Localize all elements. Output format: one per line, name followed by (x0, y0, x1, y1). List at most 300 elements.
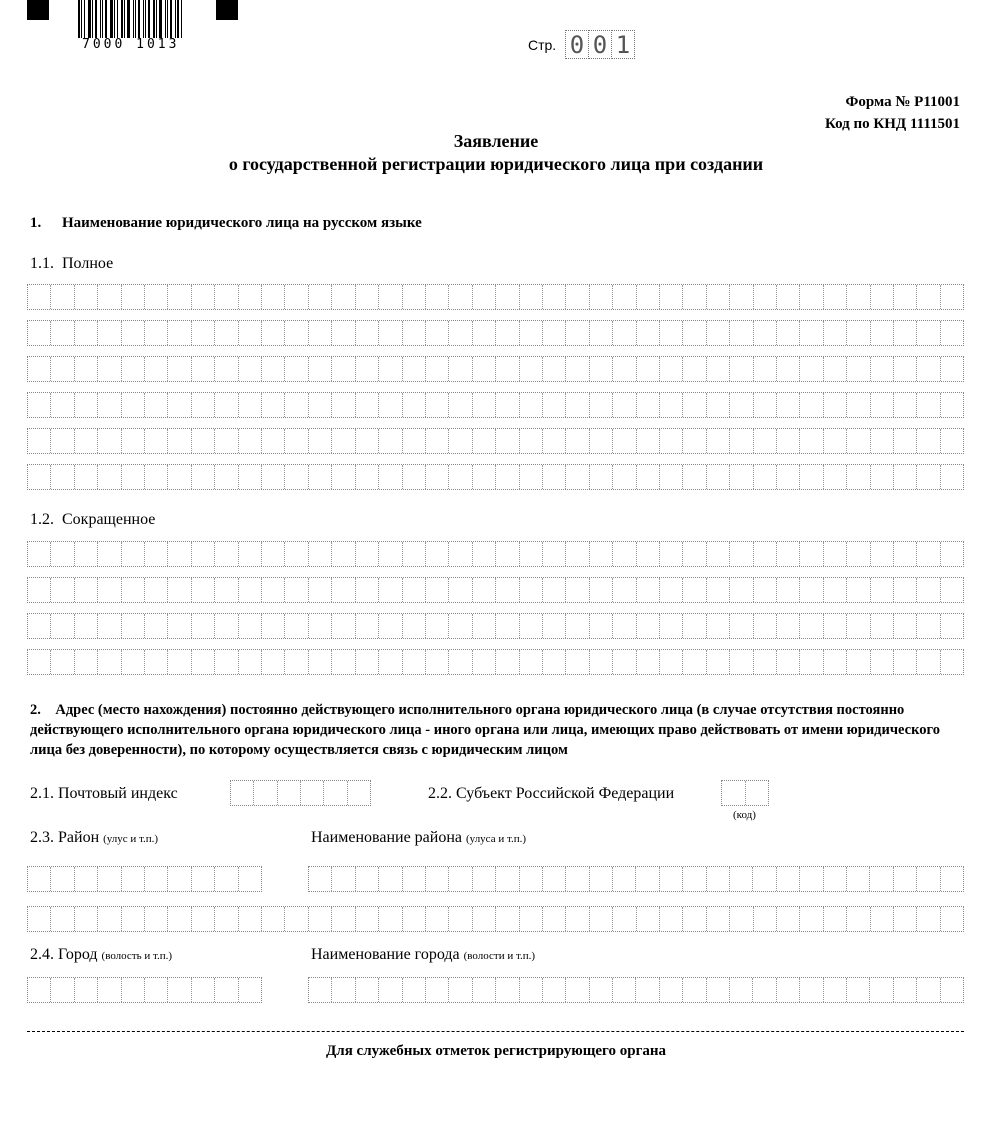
char-cell[interactable] (636, 978, 659, 1002)
char-cell[interactable] (192, 321, 215, 345)
district-type-input[interactable] (27, 866, 262, 892)
char-cell[interactable] (613, 465, 636, 489)
char-cell[interactable] (192, 867, 215, 891)
region-code-input[interactable] (721, 780, 769, 806)
char-cell[interactable] (75, 465, 98, 489)
char-cell[interactable] (637, 465, 660, 489)
char-cell[interactable] (613, 978, 636, 1002)
char-cell[interactable] (145, 285, 168, 309)
char-cell[interactable] (683, 321, 706, 345)
char-cell[interactable] (520, 465, 543, 489)
char-cell[interactable] (847, 650, 870, 674)
char-cell[interactable] (356, 578, 379, 602)
char-cell[interactable] (145, 321, 168, 345)
char-cell[interactable] (566, 978, 589, 1002)
char-cell[interactable] (800, 357, 823, 381)
char-cell[interactable] (870, 867, 893, 891)
char-cell[interactable] (824, 429, 847, 453)
char-cell[interactable] (707, 465, 730, 489)
char-cell[interactable] (239, 614, 262, 638)
char-cell[interactable] (473, 650, 496, 674)
char-cell[interactable] (543, 650, 566, 674)
char-cell[interactable] (356, 867, 379, 891)
char-cell[interactable] (660, 867, 683, 891)
char-cell[interactable] (683, 907, 706, 931)
char-cell[interactable] (262, 614, 285, 638)
char-cell[interactable] (543, 285, 566, 309)
char-cell[interactable] (496, 650, 519, 674)
char-cell[interactable] (941, 542, 963, 566)
char-cell[interactable] (239, 650, 262, 674)
full-name-row-4[interactable] (27, 392, 964, 418)
char-cell[interactable] (239, 285, 262, 309)
char-cell[interactable] (707, 321, 730, 345)
char-cell[interactable] (824, 907, 847, 931)
char-cell[interactable] (239, 867, 261, 891)
postal-code-input[interactable] (230, 780, 371, 806)
char-cell[interactable] (847, 614, 870, 638)
char-cell[interactable] (168, 465, 191, 489)
char-cell[interactable] (683, 578, 706, 602)
char-cell[interactable] (637, 578, 660, 602)
char-cell[interactable] (590, 542, 613, 566)
char-cell[interactable] (262, 578, 285, 602)
char-cell[interactable] (590, 285, 613, 309)
char-cell[interactable] (871, 285, 894, 309)
char-cell[interactable] (730, 429, 753, 453)
char-cell[interactable] (98, 578, 121, 602)
char-cell[interactable] (449, 285, 472, 309)
char-cell[interactable] (332, 321, 355, 345)
char-cell[interactable] (426, 393, 449, 417)
char-cell[interactable] (777, 650, 800, 674)
char-cell[interactable] (800, 978, 823, 1002)
char-cell[interactable] (426, 429, 449, 453)
char-cell[interactable] (239, 542, 262, 566)
char-cell[interactable] (145, 465, 168, 489)
short-name-row-1[interactable] (27, 541, 964, 567)
char-cell[interactable] (285, 907, 308, 931)
char-cell[interactable] (75, 978, 98, 1002)
char-cell[interactable] (847, 542, 870, 566)
char-cell[interactable] (543, 465, 566, 489)
char-cell[interactable] (473, 465, 496, 489)
char-cell[interactable] (379, 650, 402, 674)
char-cell[interactable] (941, 465, 963, 489)
char-cell[interactable] (871, 357, 894, 381)
char-cell[interactable] (356, 465, 379, 489)
char-cell[interactable] (613, 285, 636, 309)
char-cell[interactable] (590, 867, 613, 891)
char-cell[interactable] (51, 614, 74, 638)
char-cell[interactable] (215, 465, 238, 489)
char-cell[interactable] (192, 357, 215, 381)
char-cell[interactable] (449, 542, 472, 566)
char-cell[interactable] (917, 357, 940, 381)
char-cell[interactable] (496, 285, 519, 309)
char-cell[interactable] (332, 614, 355, 638)
char-cell[interactable] (566, 285, 589, 309)
char-cell[interactable] (520, 429, 543, 453)
char-cell[interactable] (122, 465, 145, 489)
char-cell[interactable] (98, 907, 121, 931)
char-cell[interactable] (332, 907, 355, 931)
char-cell[interactable] (894, 429, 917, 453)
char-cell[interactable] (379, 907, 402, 931)
char-cell[interactable] (707, 578, 730, 602)
char-cell[interactable] (917, 867, 940, 891)
char-cell[interactable] (707, 357, 730, 381)
char-cell[interactable] (215, 321, 238, 345)
char-cell[interactable] (566, 429, 589, 453)
char-cell[interactable] (613, 357, 636, 381)
char-cell[interactable] (917, 614, 940, 638)
char-cell[interactable] (51, 542, 74, 566)
char-cell[interactable] (309, 542, 332, 566)
char-cell[interactable] (403, 578, 426, 602)
char-cell[interactable] (871, 393, 894, 417)
district-name-input-row-2[interactable] (27, 906, 964, 932)
char-cell[interactable] (660, 907, 683, 931)
char-cell[interactable] (660, 542, 683, 566)
char-cell[interactable] (379, 542, 402, 566)
char-cell[interactable] (75, 393, 98, 417)
char-cell[interactable] (426, 578, 449, 602)
char-cell[interactable] (285, 429, 308, 453)
char-cell[interactable] (356, 357, 379, 381)
char-cell[interactable] (239, 357, 262, 381)
char-cell[interactable] (496, 429, 519, 453)
char-cell[interactable] (449, 650, 472, 674)
char-cell[interactable] (824, 978, 847, 1002)
char-cell[interactable] (496, 907, 519, 931)
char-cell[interactable] (636, 867, 659, 891)
char-cell[interactable] (426, 465, 449, 489)
char-cell[interactable] (894, 542, 917, 566)
char-cell[interactable] (520, 357, 543, 381)
char-cell[interactable] (566, 393, 589, 417)
char-cell[interactable] (566, 465, 589, 489)
char-cell[interactable] (496, 465, 519, 489)
char-cell[interactable] (520, 321, 543, 345)
char-cell[interactable] (707, 650, 730, 674)
char-cell[interactable] (309, 614, 332, 638)
char-cell[interactable] (215, 614, 238, 638)
char-cell[interactable] (285, 650, 308, 674)
char-cell[interactable] (332, 867, 355, 891)
char-cell[interactable] (215, 285, 238, 309)
char-cell[interactable] (473, 321, 496, 345)
char-cell[interactable] (941, 429, 963, 453)
char-cell[interactable] (332, 429, 355, 453)
char-cell[interactable] (613, 867, 636, 891)
char-cell[interactable] (800, 321, 823, 345)
char-cell[interactable] (403, 614, 426, 638)
char-cell[interactable] (566, 578, 589, 602)
char-cell[interactable] (660, 321, 683, 345)
char-cell[interactable] (473, 393, 496, 417)
char-cell[interactable] (309, 357, 332, 381)
char-cell[interactable] (215, 650, 238, 674)
char-cell[interactable] (145, 578, 168, 602)
char-cell[interactable] (168, 357, 191, 381)
char-cell[interactable] (145, 650, 168, 674)
char-cell[interactable] (285, 614, 308, 638)
char-cell[interactable] (894, 650, 917, 674)
char-cell[interactable] (356, 542, 379, 566)
char-cell[interactable] (473, 614, 496, 638)
char-cell[interactable] (520, 578, 543, 602)
char-cell[interactable] (824, 393, 847, 417)
char-cell[interactable] (800, 542, 823, 566)
char-cell[interactable] (51, 578, 74, 602)
char-cell[interactable] (403, 393, 426, 417)
char-cell[interactable] (894, 907, 917, 931)
char-cell[interactable] (51, 650, 74, 674)
char-cell[interactable] (800, 614, 823, 638)
char-cell[interactable] (98, 285, 121, 309)
char-cell[interactable] (379, 465, 402, 489)
char-cell[interactable] (496, 542, 519, 566)
char-cell[interactable] (285, 465, 308, 489)
short-name-row-3[interactable] (27, 613, 964, 639)
char-cell[interactable] (613, 542, 636, 566)
char-cell[interactable] (215, 867, 238, 891)
char-cell[interactable] (753, 978, 776, 1002)
char-cell[interactable] (730, 542, 753, 566)
char-cell[interactable] (51, 357, 74, 381)
char-cell[interactable] (746, 781, 769, 805)
char-cell[interactable] (403, 357, 426, 381)
char-cell[interactable] (683, 465, 706, 489)
char-cell[interactable] (660, 978, 683, 1002)
char-cell[interactable] (449, 357, 472, 381)
char-cell[interactable] (722, 781, 746, 805)
char-cell[interactable] (496, 393, 519, 417)
char-cell[interactable] (332, 650, 355, 674)
char-cell[interactable] (28, 429, 51, 453)
char-cell[interactable] (871, 429, 894, 453)
char-cell[interactable] (309, 978, 332, 1002)
char-cell[interactable] (800, 650, 823, 674)
char-cell[interactable] (566, 650, 589, 674)
full-name-row-1[interactable] (27, 284, 964, 310)
char-cell[interactable] (239, 907, 262, 931)
char-cell[interactable] (707, 429, 730, 453)
char-cell[interactable] (449, 429, 472, 453)
char-cell[interactable] (449, 465, 472, 489)
char-cell[interactable] (847, 393, 870, 417)
char-cell[interactable] (683, 650, 706, 674)
char-cell[interactable] (824, 465, 847, 489)
char-cell[interactable] (28, 285, 51, 309)
char-cell[interactable] (660, 465, 683, 489)
char-cell[interactable] (122, 357, 145, 381)
char-cell[interactable] (847, 321, 870, 345)
full-name-row-6[interactable] (27, 464, 964, 490)
char-cell[interactable] (566, 321, 589, 345)
char-cell[interactable] (215, 393, 238, 417)
char-cell[interactable] (753, 867, 776, 891)
char-cell[interactable] (473, 285, 496, 309)
char-cell[interactable] (28, 542, 51, 566)
char-cell[interactable] (332, 357, 355, 381)
char-cell[interactable] (590, 907, 613, 931)
char-cell[interactable] (324, 781, 347, 805)
char-cell[interactable] (215, 542, 238, 566)
char-cell[interactable] (426, 285, 449, 309)
char-cell[interactable] (683, 978, 706, 1002)
char-cell[interactable] (730, 867, 753, 891)
char-cell[interactable] (379, 578, 402, 602)
char-cell[interactable] (449, 978, 472, 1002)
char-cell[interactable] (75, 285, 98, 309)
char-cell[interactable] (871, 650, 894, 674)
char-cell[interactable] (660, 614, 683, 638)
char-cell[interactable] (894, 357, 917, 381)
char-cell[interactable] (379, 357, 402, 381)
char-cell[interactable] (590, 614, 613, 638)
char-cell[interactable] (332, 978, 355, 1002)
char-cell[interactable] (239, 429, 262, 453)
char-cell[interactable] (332, 465, 355, 489)
char-cell[interactable] (168, 867, 191, 891)
char-cell[interactable] (75, 578, 98, 602)
char-cell[interactable] (239, 321, 262, 345)
char-cell[interactable] (800, 465, 823, 489)
char-cell[interactable] (75, 867, 98, 891)
char-cell[interactable] (379, 285, 402, 309)
char-cell[interactable] (262, 285, 285, 309)
char-cell[interactable] (426, 978, 449, 1002)
char-cell[interactable] (145, 978, 168, 1002)
char-cell[interactable] (309, 393, 332, 417)
char-cell[interactable] (730, 465, 753, 489)
char-cell[interactable] (707, 285, 730, 309)
char-cell[interactable] (590, 321, 613, 345)
char-cell[interactable] (660, 357, 683, 381)
char-cell[interactable] (660, 578, 683, 602)
char-cell[interactable] (168, 542, 191, 566)
char-cell[interactable] (356, 429, 379, 453)
char-cell[interactable] (262, 357, 285, 381)
char-cell[interactable] (894, 285, 917, 309)
char-cell[interactable] (590, 578, 613, 602)
char-cell[interactable] (473, 867, 496, 891)
char-cell[interactable] (520, 393, 543, 417)
char-cell[interactable] (145, 542, 168, 566)
char-cell[interactable] (683, 393, 706, 417)
char-cell[interactable] (145, 429, 168, 453)
char-cell[interactable] (683, 357, 706, 381)
char-cell[interactable] (309, 285, 332, 309)
char-cell[interactable] (98, 357, 121, 381)
char-cell[interactable] (75, 321, 98, 345)
char-cell[interactable] (590, 429, 613, 453)
char-cell[interactable] (262, 321, 285, 345)
char-cell[interactable] (730, 578, 753, 602)
char-cell[interactable] (520, 542, 543, 566)
char-cell[interactable] (231, 781, 254, 805)
char-cell[interactable] (51, 978, 74, 1002)
char-cell[interactable] (800, 578, 823, 602)
char-cell[interactable] (75, 357, 98, 381)
char-cell[interactable] (707, 393, 730, 417)
char-cell[interactable] (332, 393, 355, 417)
char-cell[interactable] (309, 321, 332, 345)
char-cell[interactable] (168, 578, 191, 602)
char-cell[interactable] (754, 321, 777, 345)
char-cell[interactable] (543, 321, 566, 345)
char-cell[interactable] (98, 393, 121, 417)
char-cell[interactable] (777, 867, 800, 891)
char-cell[interactable] (98, 465, 121, 489)
char-cell[interactable] (894, 978, 917, 1002)
char-cell[interactable] (730, 614, 753, 638)
char-cell[interactable] (707, 867, 730, 891)
char-cell[interactable] (871, 321, 894, 345)
char-cell[interactable] (449, 321, 472, 345)
char-cell[interactable] (301, 781, 324, 805)
char-cell[interactable] (168, 321, 191, 345)
char-cell[interactable] (496, 614, 519, 638)
char-cell[interactable] (348, 781, 370, 805)
char-cell[interactable] (309, 867, 332, 891)
char-cell[interactable] (496, 578, 519, 602)
char-cell[interactable] (730, 978, 753, 1002)
char-cell[interactable] (192, 429, 215, 453)
char-cell[interactable] (917, 578, 940, 602)
char-cell[interactable] (403, 429, 426, 453)
char-cell[interactable] (613, 650, 636, 674)
char-cell[interactable] (941, 907, 963, 931)
char-cell[interactable] (28, 393, 51, 417)
char-cell[interactable] (894, 867, 917, 891)
char-cell[interactable] (122, 614, 145, 638)
char-cell[interactable] (262, 907, 285, 931)
char-cell[interactable] (285, 542, 308, 566)
char-cell[interactable] (566, 907, 589, 931)
char-cell[interactable] (51, 429, 74, 453)
char-cell[interactable] (800, 285, 823, 309)
char-cell[interactable] (543, 429, 566, 453)
char-cell[interactable] (98, 867, 121, 891)
char-cell[interactable] (613, 393, 636, 417)
char-cell[interactable] (98, 542, 121, 566)
char-cell[interactable] (917, 907, 940, 931)
char-cell[interactable] (613, 578, 636, 602)
char-cell[interactable] (800, 867, 823, 891)
char-cell[interactable] (777, 578, 800, 602)
char-cell[interactable] (309, 465, 332, 489)
char-cell[interactable] (28, 321, 51, 345)
char-cell[interactable] (871, 614, 894, 638)
char-cell[interactable] (800, 907, 823, 931)
char-cell[interactable] (473, 429, 496, 453)
char-cell[interactable] (941, 650, 963, 674)
char-cell[interactable] (496, 867, 519, 891)
char-cell[interactable] (332, 285, 355, 309)
char-cell[interactable] (637, 542, 660, 566)
char-cell[interactable] (98, 978, 121, 1002)
char-cell[interactable] (824, 867, 847, 891)
char-cell[interactable] (637, 650, 660, 674)
char-cell[interactable] (192, 907, 215, 931)
char-cell[interactable] (566, 614, 589, 638)
char-cell[interactable] (660, 650, 683, 674)
char-cell[interactable] (847, 867, 870, 891)
char-cell[interactable] (192, 650, 215, 674)
